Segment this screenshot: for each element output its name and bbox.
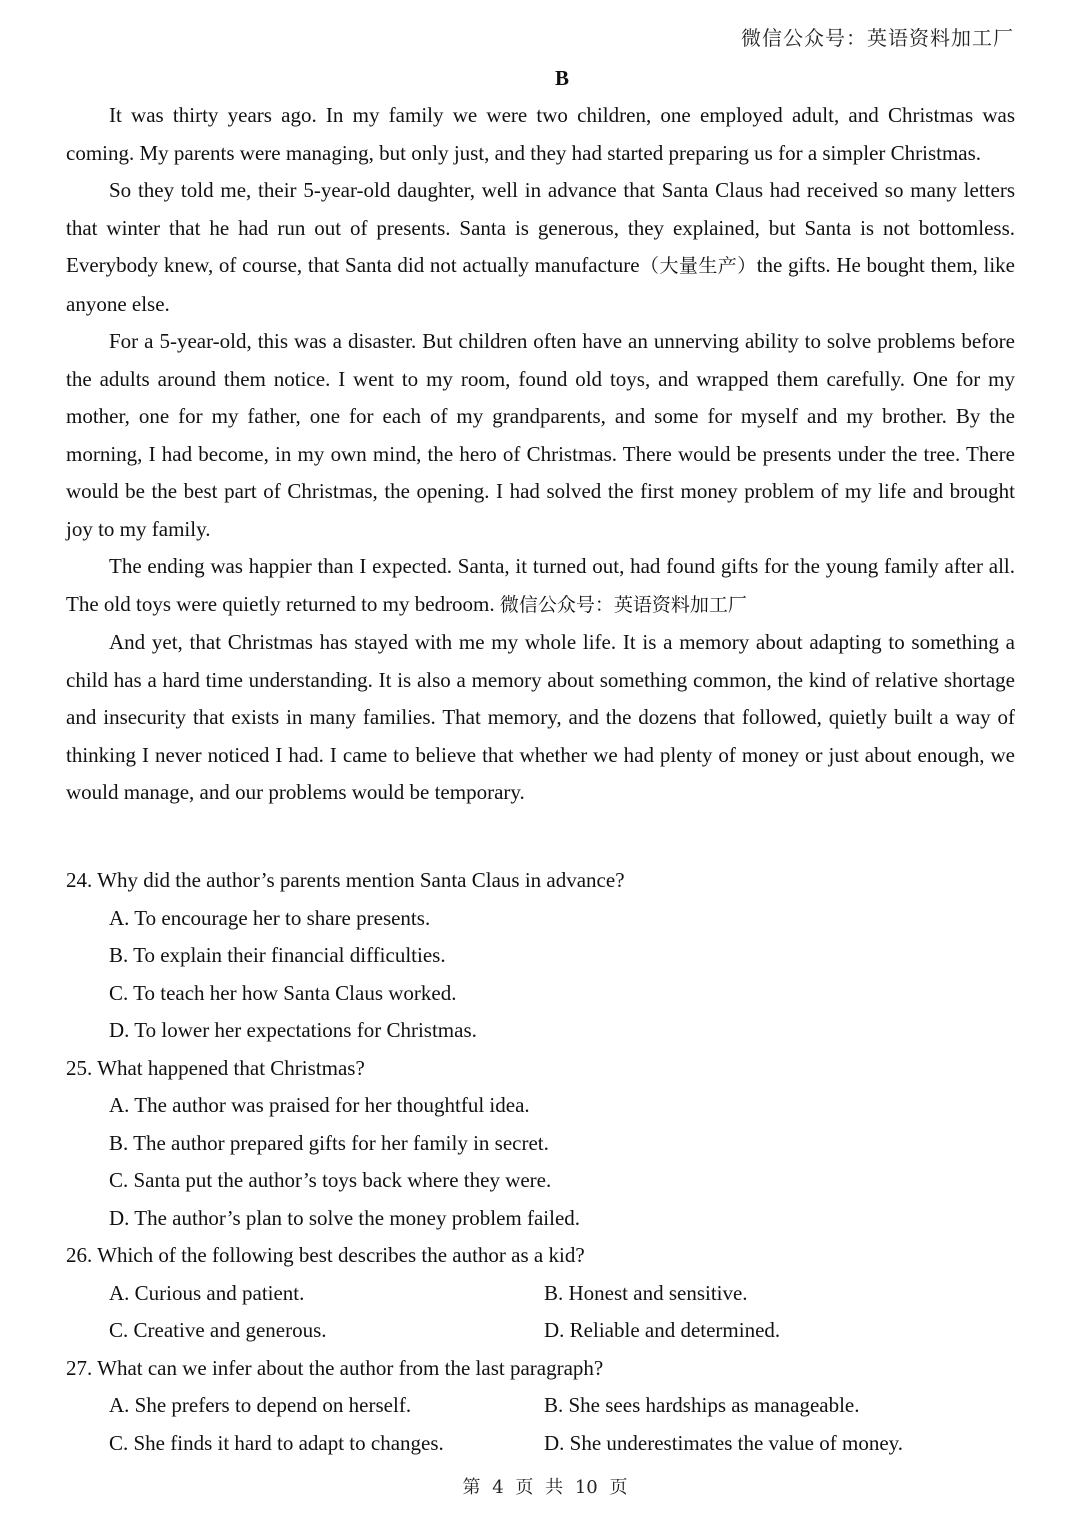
page-number: 第 4 页 共 10 页 [462,1477,628,1498]
option-c: C. To teach her how Santa Claus worked. [109,980,457,1005]
question-stem: 24. Why did the author’s parents mention Santa Claus in advance? [66,868,625,892]
option-list [66,1087,1015,1237]
reading-passage [66,97,1015,812]
question-25 [66,1050,1015,1238]
question-24 [66,862,1015,1050]
option-b: B. To explain their financial difficulties. [109,943,446,967]
option-d: D. The author’s plan to solve the money problem failed. [109,1205,581,1230]
paragraph-2-part-b: the gifts. He bought them, like anyone else. [66,253,1015,316]
option-b: B. She sees hardships as manageable. [544,1393,860,1417]
option-d: D. She underestimates the value of money. [544,1430,904,1455]
chinese-gloss: （大量生产） [639,255,757,277]
option-list [66,900,1015,1050]
passage-paragraph-2 [66,172,1015,323]
section-title: B [554,66,569,90]
option-b: B. The author prepared gifts for her family in secret. [109,1130,549,1155]
passage-paragraph-3: For a 5-year-old, this was a disaster. But children often have an unnerving ability to solve problems before the adults around them notice. I went to my room, found old toys, and wrapped them carefully. One for my mother, one for my father, one for each of my grandparents, and some for myself and my brother. By the morning, I had become, in my own mind, the hero of Christmas. There would be presents under the tree. There would be the best part of Christmas, the opening. I had solved the first money problem of my life and brought joy to my family. [66,329,1015,541]
question-27 [66,1350,1015,1463]
passage-paragraph-1: It was thirty years ago. In my family we were two children, one employed adult, and Christmas was coming. My parents were managing, but only just, and they had started preparing us for a simpler Christmas. [66,103,1015,165]
option-c: C. Santa put the author’s toys back where they were. [109,1168,552,1192]
paragraph-2-part-a: So they told me, their 5-year-old daughter, well in advance that Santa Claus had received so many letters that winter that he had run out of presents. Santa is generous, they explained, but Santa is not bottomless. Everybody knew, of course, that Santa did not actually manufacture [66,178,1015,277]
option-a: A. Curious and patient. [109,1280,305,1305]
passage-paragraph-4 [66,548,1015,624]
option-list [66,1275,1015,1350]
option-list [66,1387,1015,1462]
option-d: D. To lower her expectations for Christmas. [109,1018,477,1042]
question-list [66,862,1015,1462]
question-stem: 27. What can we infer about the author from the last paragraph? [66,1355,604,1380]
option-a: A. The author was praised for her thoughtful idea. [109,1093,530,1117]
question-stem: 26. Which of the following best describes the author as a kid? [66,1243,585,1267]
question-stem: 25. What happened that Christmas? [66,1055,365,1080]
question-26 [66,1237,1015,1350]
option-b: B. Honest and sensitive. [544,1280,748,1305]
inline-watermark: 微信公众号：英语资料加工厂 [499,593,747,616]
page-header: 微信公众号：英语资料加工厂 [741,26,1014,50]
option-a: A. To encourage her to share presents. [109,905,431,930]
option-a: A. She prefers to depend on herself. [109,1393,412,1417]
option-c: C. Creative and generous. [109,1318,327,1342]
option-c: C. She finds it hard to adapt to changes. [109,1430,444,1455]
passage-paragraph-5: And yet, that Christmas has stayed with me my whole life. It is a memory about adapting to something a child has a hard time understanding. It is also a memory about something common, the kind of relative shortage and insecurity that exists in many families. That memory, and the dozens that followed, quietly built a way of thinking I never noticed I had. I came to believe that whether we had plenty of money or just about enough, we would manage, and our problems would be temporary. [66,630,1015,804]
option-d: D. Reliable and determined. [544,1318,781,1342]
paragraph-4-text: The ending was happier than I expected. Santa, it turned out, had found gifts for the young family after all. The old toys were quietly returned to my bedroom. [66,554,1015,616]
